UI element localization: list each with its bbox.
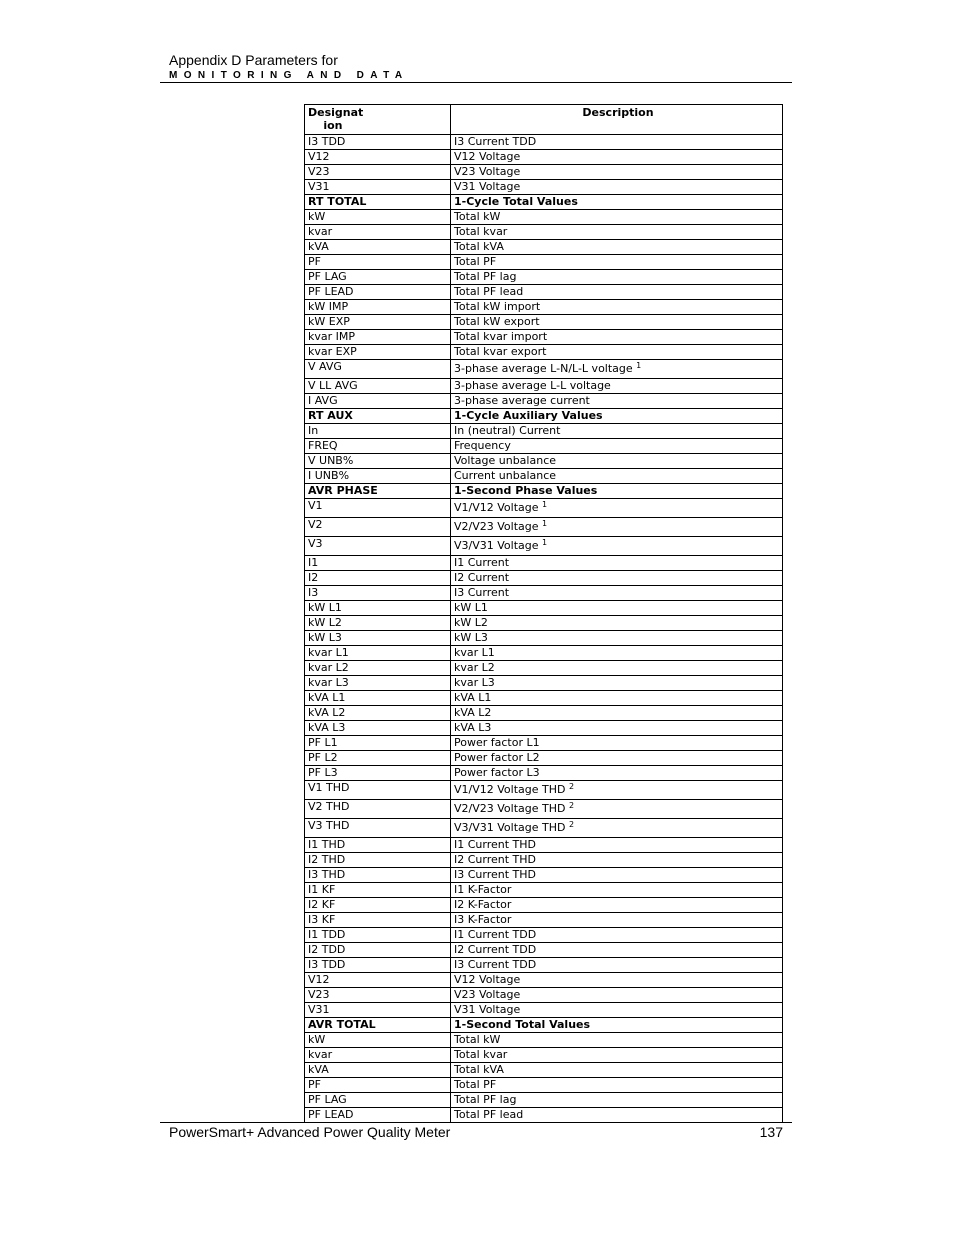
table-row — [305, 736, 783, 751]
table-row — [305, 285, 783, 300]
table-row — [305, 439, 783, 454]
table-row — [305, 571, 783, 586]
table-row — [305, 838, 783, 853]
description-cell — [451, 646, 783, 661]
designation-cell: PF L1 — [305, 736, 451, 751]
table-row — [305, 270, 783, 285]
description-text: V23 Voltage — [454, 988, 521, 1001]
table-row — [305, 409, 783, 424]
description-cell — [451, 379, 783, 394]
description-text: Total PF lag — [454, 270, 517, 283]
description-text: Total PF lead — [454, 1108, 524, 1121]
designation-cell: AVR TOTAL — [305, 1018, 451, 1033]
designation-cell: V12 — [305, 150, 451, 165]
description-text: Power factor L3 — [454, 766, 540, 779]
description-cell — [451, 180, 783, 195]
description-cell — [451, 766, 783, 781]
designation-cell: AVR PHASE — [305, 484, 451, 499]
table-row — [305, 499, 783, 518]
designation-cell: V LL AVG — [305, 379, 451, 394]
description-text: V1/V12 Voltage THD — [454, 783, 566, 796]
description-cell — [451, 499, 783, 518]
table-row — [305, 819, 783, 838]
description-text: I1 Current — [454, 556, 510, 569]
table-row — [305, 883, 783, 898]
description-text: kvar L3 — [454, 676, 495, 689]
designation-cell: V23 — [305, 988, 451, 1003]
description-cell — [451, 195, 783, 210]
description-cell — [451, 409, 783, 424]
description-cell — [451, 135, 783, 150]
column-header-designation: Designat ion — [305, 105, 451, 135]
description-cell — [451, 150, 783, 165]
description-text: 3-phase average L-L voltage — [454, 379, 611, 392]
parameters-table — [304, 104, 783, 1123]
table-row — [305, 1063, 783, 1078]
designation-cell: V12 — [305, 973, 451, 988]
designation-cell: V1 THD — [305, 781, 451, 800]
designation-cell: V3 THD — [305, 819, 451, 838]
table-row — [305, 751, 783, 766]
designation-cell: PF LAG — [305, 270, 451, 285]
description-text: I3 Current TDD — [454, 135, 537, 148]
table-row — [305, 781, 783, 800]
description-cell — [451, 676, 783, 691]
description-text: Power factor L2 — [454, 751, 540, 764]
description-cell — [451, 571, 783, 586]
description-text: V12 Voltage — [454, 973, 521, 986]
description-text: kVA L1 — [454, 691, 492, 704]
description-cell — [451, 484, 783, 499]
designation-cell: kW EXP — [305, 315, 451, 330]
designation-cell: I3 KF — [305, 913, 451, 928]
footnote-marker: 1 — [542, 519, 548, 528]
designation-cell: I3 THD — [305, 868, 451, 883]
description-cell — [451, 751, 783, 766]
running-header-subtitle: MONITORING AND DATA — [169, 70, 409, 81]
description-cell — [451, 586, 783, 601]
designation-cell: kVA L3 — [305, 721, 451, 736]
description-text: kvar L1 — [454, 646, 495, 659]
description-text: Voltage unbalance — [454, 454, 557, 467]
description-text: kVA L2 — [454, 706, 492, 719]
description-cell — [451, 1108, 783, 1123]
table-row — [305, 898, 783, 913]
table-row — [305, 1078, 783, 1093]
description-text: I3 K-Factor — [454, 913, 512, 926]
designation-cell: kW L1 — [305, 601, 451, 616]
designation-cell: kW — [305, 1033, 451, 1048]
description-cell — [451, 1063, 783, 1078]
designation-cell: I UNB% — [305, 469, 451, 484]
table-row — [305, 300, 783, 315]
designation-cell: In — [305, 424, 451, 439]
description-text: V31 Voltage — [454, 180, 521, 193]
description-text: I3 Current TDD — [454, 958, 537, 971]
table-row — [305, 556, 783, 571]
description-cell — [451, 958, 783, 973]
description-cell — [451, 691, 783, 706]
designation-cell: V1 — [305, 499, 451, 518]
designation-cell: kvar IMP — [305, 330, 451, 345]
description-text: kW L3 — [454, 631, 488, 644]
description-text: Total kW import — [454, 300, 541, 313]
description-text: I1 Current THD — [454, 838, 537, 851]
table-row — [305, 315, 783, 330]
description-text: Total kVA — [454, 1063, 504, 1076]
designation-cell: kW L3 — [305, 631, 451, 646]
description-cell — [451, 601, 783, 616]
designation-cell: kvar — [305, 225, 451, 240]
table-row — [305, 691, 783, 706]
designation-cell: kW — [305, 210, 451, 225]
description-cell — [451, 736, 783, 751]
table-row — [305, 1018, 783, 1033]
designation-cell: I3 — [305, 586, 451, 601]
description-text: V1/V12 Voltage — [454, 501, 539, 514]
table-row — [305, 484, 783, 499]
table-row — [305, 255, 783, 270]
designation-cell: FREQ — [305, 439, 451, 454]
designation-cell: I2 — [305, 571, 451, 586]
description-cell — [451, 868, 783, 883]
designation-cell: kVA L1 — [305, 691, 451, 706]
description-text: I3 Current — [454, 586, 510, 599]
description-text: Total kW — [454, 210, 501, 223]
description-text: V3/V31 Voltage THD — [454, 821, 566, 834]
designation-cell: PF LAG — [305, 1093, 451, 1108]
description-cell — [451, 1093, 783, 1108]
description-text: V3/V31 Voltage — [454, 539, 539, 552]
description-text: I3 Current THD — [454, 868, 537, 881]
table-row — [305, 195, 783, 210]
designation-cell: I2 THD — [305, 853, 451, 868]
table-row — [305, 800, 783, 819]
description-text: kvar L2 — [454, 661, 495, 674]
designation-cell: I AVG — [305, 394, 451, 409]
table-row — [305, 537, 783, 556]
designation-cell: V UNB% — [305, 454, 451, 469]
footnote-marker: 1 — [542, 538, 548, 547]
description-cell — [451, 210, 783, 225]
table-header-row — [305, 105, 783, 135]
description-text: I2 Current — [454, 571, 510, 584]
table-row — [305, 646, 783, 661]
description-text: 1-Second Total Values — [454, 1018, 591, 1031]
designation-cell: PF L2 — [305, 751, 451, 766]
description-cell — [451, 330, 783, 345]
table-row — [305, 973, 783, 988]
description-cell — [451, 360, 783, 379]
table-row — [305, 135, 783, 150]
description-text: Total kvar — [454, 225, 508, 238]
footer-page-number: 137 — [759, 1124, 783, 1140]
description-cell — [451, 240, 783, 255]
description-text: kW L1 — [454, 601, 488, 614]
designation-cell: I2 KF — [305, 898, 451, 913]
designation-cell: RT AUX — [305, 409, 451, 424]
description-text: kW L2 — [454, 616, 488, 629]
designation-cell: I1 KF — [305, 883, 451, 898]
description-cell — [451, 270, 783, 285]
table-row — [305, 1033, 783, 1048]
designation-cell: PF LEAD — [305, 1108, 451, 1123]
description-cell — [451, 285, 783, 300]
table-row — [305, 913, 783, 928]
table-row — [305, 454, 783, 469]
designation-cell: PF — [305, 255, 451, 270]
description-cell — [451, 800, 783, 819]
table-row — [305, 943, 783, 958]
description-cell — [451, 300, 783, 315]
description-cell — [451, 661, 783, 676]
table-row — [305, 180, 783, 195]
designation-cell: kVA L2 — [305, 706, 451, 721]
table-row — [305, 661, 783, 676]
footnote-marker: 2 — [568, 801, 575, 810]
designation-cell: I2 TDD — [305, 943, 451, 958]
footer-product-name: PowerSmart+ Advanced Power Quality Meter — [169, 1124, 451, 1140]
description-cell — [451, 706, 783, 721]
table-row — [305, 240, 783, 255]
description-cell — [451, 1033, 783, 1048]
description-cell — [451, 1018, 783, 1033]
footnote-marker: 2 — [568, 782, 575, 791]
table-row — [305, 424, 783, 439]
table-row — [305, 721, 783, 736]
table-row — [305, 330, 783, 345]
designation-cell: kvar — [305, 1048, 451, 1063]
table-row — [305, 518, 783, 537]
description-cell — [451, 631, 783, 646]
description-cell — [451, 454, 783, 469]
description-text: V2/V23 Voltage THD — [454, 802, 566, 815]
description-cell — [451, 988, 783, 1003]
designation-cell: kVA — [305, 240, 451, 255]
designation-cell: V3 — [305, 537, 451, 556]
description-cell — [451, 255, 783, 270]
table-row — [305, 345, 783, 360]
description-cell — [451, 1003, 783, 1018]
description-text: Total kW — [454, 1033, 501, 1046]
description-text: Total kVA — [454, 240, 504, 253]
description-cell — [451, 1048, 783, 1063]
table-row — [305, 928, 783, 943]
designation-cell: kvar L3 — [305, 676, 451, 691]
description-text: 1-Cycle Auxiliary Values — [454, 409, 603, 422]
designation-cell: V31 — [305, 1003, 451, 1018]
table-row — [305, 1093, 783, 1108]
header-rule — [160, 82, 792, 83]
description-text: 3-phase average current — [454, 394, 590, 407]
description-cell — [451, 424, 783, 439]
description-cell — [451, 616, 783, 631]
table-row — [305, 631, 783, 646]
description-cell — [451, 394, 783, 409]
table-row — [305, 958, 783, 973]
footer-rule — [160, 1122, 792, 1123]
designation-cell: kVA — [305, 1063, 451, 1078]
description-text: 3-phase average L-N/L-L voltage — [454, 362, 633, 375]
description-text: V31 Voltage — [454, 1003, 521, 1016]
description-cell — [451, 556, 783, 571]
description-cell — [451, 781, 783, 800]
table-row — [305, 360, 783, 379]
designation-cell: V23 — [305, 165, 451, 180]
running-header-title: Appendix D Parameters for — [169, 52, 338, 68]
description-cell — [451, 943, 783, 958]
table-row — [305, 1108, 783, 1123]
description-text: Total PF — [454, 1078, 497, 1091]
designation-cell: kW L2 — [305, 616, 451, 631]
table-row — [305, 616, 783, 631]
description-cell — [451, 345, 783, 360]
description-cell — [451, 883, 783, 898]
designation-cell: kvar L1 — [305, 646, 451, 661]
designation-cell: I3 TDD — [305, 958, 451, 973]
table-row — [305, 165, 783, 180]
description-text: I1 K-Factor — [454, 883, 512, 896]
table-row — [305, 210, 783, 225]
designation-cell: I3 TDD — [305, 135, 451, 150]
table-row — [305, 766, 783, 781]
description-text: I2 Current TDD — [454, 943, 537, 956]
designation-cell: I1 THD — [305, 838, 451, 853]
description-text: 1-Cycle Total Values — [454, 195, 578, 208]
table-row — [305, 469, 783, 484]
designation-cell: I1 TDD — [305, 928, 451, 943]
table-row — [305, 1048, 783, 1063]
designation-cell: I1 — [305, 556, 451, 571]
designation-cell: PF L3 — [305, 766, 451, 781]
table-row — [305, 394, 783, 409]
description-cell — [451, 898, 783, 913]
description-cell — [451, 537, 783, 556]
designation-cell: V2 — [305, 518, 451, 537]
designation-cell: V2 THD — [305, 800, 451, 819]
description-cell — [451, 439, 783, 454]
footnote-marker: 2 — [568, 820, 575, 829]
table-row — [305, 586, 783, 601]
designation-cell: V31 — [305, 180, 451, 195]
description-cell — [451, 518, 783, 537]
designation-cell: kW IMP — [305, 300, 451, 315]
column-header-description: Description — [451, 105, 783, 135]
table-row — [305, 706, 783, 721]
description-text: I2 Current THD — [454, 853, 537, 866]
designation-cell: V AVG — [305, 360, 451, 379]
table-row — [305, 1003, 783, 1018]
description-text: I1 Current TDD — [454, 928, 537, 941]
table-row — [305, 676, 783, 691]
description-cell — [451, 838, 783, 853]
description-cell — [451, 819, 783, 838]
table-row — [305, 988, 783, 1003]
designation-cell: RT TOTAL — [305, 195, 451, 210]
description-text: Total PF lead — [454, 285, 524, 298]
description-text: In (neutral) Current — [454, 424, 561, 437]
description-text: Total kW export — [454, 315, 540, 328]
description-text: Total PF — [454, 255, 497, 268]
description-text: Frequency — [454, 439, 511, 452]
description-cell — [451, 973, 783, 988]
designation-cell: PF LEAD — [305, 285, 451, 300]
description-cell — [451, 928, 783, 943]
description-text: I2 K-Factor — [454, 898, 512, 911]
table-row — [305, 150, 783, 165]
description-text: Total kvar export — [454, 345, 547, 358]
table-row — [305, 853, 783, 868]
description-cell — [451, 1078, 783, 1093]
description-text: V2/V23 Voltage — [454, 520, 539, 533]
description-cell — [451, 225, 783, 240]
table-row — [305, 225, 783, 240]
description-text: V23 Voltage — [454, 165, 521, 178]
description-cell — [451, 165, 783, 180]
description-cell — [451, 913, 783, 928]
description-cell — [451, 853, 783, 868]
footnote-marker: 1 — [542, 500, 548, 509]
description-cell — [451, 721, 783, 736]
table-row — [305, 868, 783, 883]
designation-cell: kvar L2 — [305, 661, 451, 676]
description-text: Total kvar — [454, 1048, 508, 1061]
description-cell — [451, 315, 783, 330]
description-cell — [451, 469, 783, 484]
table-row — [305, 601, 783, 616]
description-text: V12 Voltage — [454, 150, 521, 163]
description-text: Total kvar import — [454, 330, 548, 343]
footnote-marker: 1 — [636, 361, 642, 370]
designation-cell: kvar EXP — [305, 345, 451, 360]
description-text: 1-Second Phase Values — [454, 484, 598, 497]
description-text: Power factor L1 — [454, 736, 540, 749]
designation-cell: PF — [305, 1078, 451, 1093]
table-row — [305, 379, 783, 394]
description-text: Current unbalance — [454, 469, 557, 482]
description-text: kVA L3 — [454, 721, 492, 734]
description-text: Total PF lag — [454, 1093, 517, 1106]
